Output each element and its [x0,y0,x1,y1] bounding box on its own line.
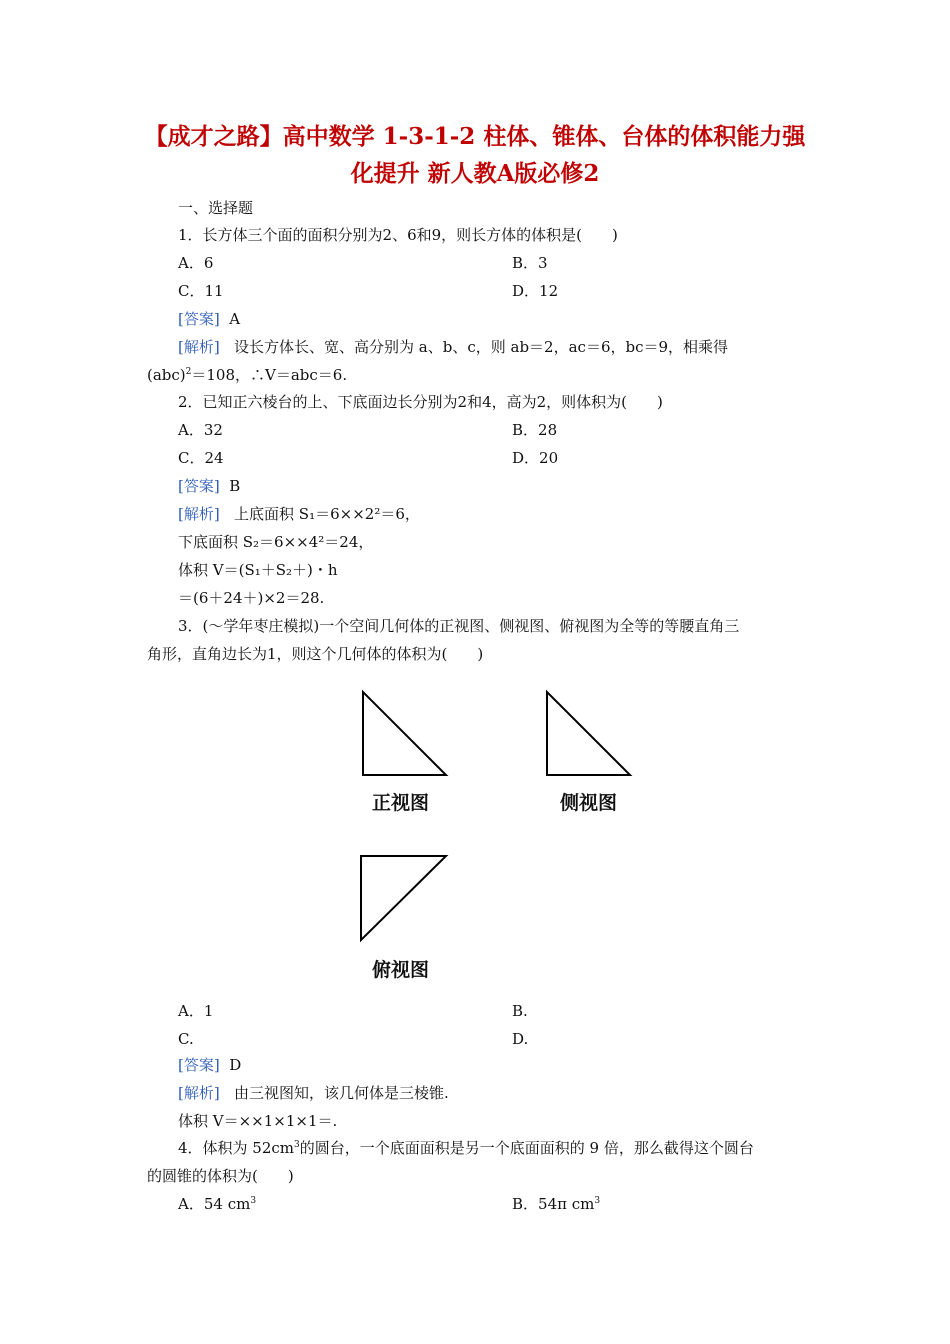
q1-option-c: C．11 [178,282,224,300]
doc-title-line2: 化提升 新人教A版必修2 [350,160,600,187]
analysis-label: [解析] [178,505,220,523]
q3-analysis-line2: 体积 V＝××1×1×1＝. [178,1112,338,1130]
front-view-triangle [360,690,450,778]
q2-analysis-line4: ＝(6＋24＋)×2＝28. [178,589,325,607]
q1-analysis-line2 [147,364,347,386]
q2-analysis-line3: 体积 V＝(S₁＋S₂＋)・h [178,561,338,579]
option-text: A．54 cm [178,1195,251,1213]
analysis-text: 由三视图知，该几何体是三棱锥. [234,1084,449,1102]
q4-option-b [512,1193,600,1215]
q2-option-b: B．28 [512,421,558,439]
analysis-text: ＝108，∴V＝abc＝6. [191,366,348,384]
q1-option-d: D．12 [512,282,559,300]
answer-label: [答案] [178,477,220,495]
side-view-triangle [544,690,634,778]
q3-stem-line1: 3．(～学年枣庄模拟)一个空间几何体的正视图、侧视图、俯视图为全等的等腰直角三 [178,617,740,635]
answer-value: D [229,1056,242,1074]
section-heading: 一、选择题 [178,199,254,217]
q3-option-b: B. [512,1002,528,1020]
side-view-caption: 侧视图 [560,792,618,814]
superscript: 3 [250,1196,257,1206]
q3-option-c: C. [178,1030,194,1048]
q2-analysis-line1 [178,503,420,525]
q3-option-d: D. [512,1030,529,1048]
q2-stem: 2．已知正六棱台的上、下底面边长分别为2和4，高为2，则体积为( ) [178,393,663,411]
stem-text: 4．体积为 52cm [178,1139,295,1157]
q4-stem-line1 [178,1137,754,1159]
superscript: 3 [594,1196,601,1206]
option-text: B．54π cm [512,1195,595,1213]
analysis-text: (abc) [147,366,186,384]
superscript: 3 [294,1140,300,1150]
answer-value: A [229,310,241,328]
top-view-triangle [358,853,450,943]
q2-option-a: A．32 [178,421,223,439]
analysis-text: 上底面积 S₁＝6××2²＝6， [234,505,420,523]
top-view-caption: 俯视图 [372,959,430,981]
stem-text: 的圆台，一个底面面积是另一个底面面积的 9 倍，那么截得这个圆台 [299,1139,754,1157]
doc-title-line1: 【成才之路】高中数学 1-3-1-2 柱体、锥体、台体的体积能力强 [144,123,806,150]
front-view-caption: 正视图 [372,792,430,814]
q1-option-a: A．6 [178,254,214,272]
q3-answer [178,1054,241,1076]
analysis-text: 设长方体长、宽、高分别为 a、b、c，则 ab＝2，ac＝6，bc＝9，相乘得 [234,338,729,356]
q4-stem-line2: 的圆锥的体积为( ) [147,1167,294,1185]
q2-analysis-line2: 下底面积 S₂＝6××4²＝24， [178,533,374,551]
q1-option-b: B．3 [512,254,548,272]
q1-stem: 1．长方体三个面的面积分别为2、6和9，则长方体的体积是( ) [178,226,618,244]
q2-answer [178,475,240,497]
q3-option-a: A．1 [178,1002,214,1020]
analysis-label: [解析] [178,1084,220,1102]
q2-option-d: D．20 [512,449,559,467]
answer-label: [答案] [178,1056,220,1074]
q1-analysis-line1 [178,336,728,358]
superscript: 2 [185,367,192,377]
answer-label: [答案] [178,310,220,328]
answer-value: B [229,477,241,495]
analysis-label: [解析] [178,338,220,356]
q3-stem-line2: 角形，直角边长为1，则这个几何体的体积为( ) [147,645,484,663]
q3-analysis-line1 [178,1082,449,1104]
q2-option-c: C．24 [178,449,224,467]
q4-option-a [178,1193,256,1215]
q1-answer [178,308,240,330]
